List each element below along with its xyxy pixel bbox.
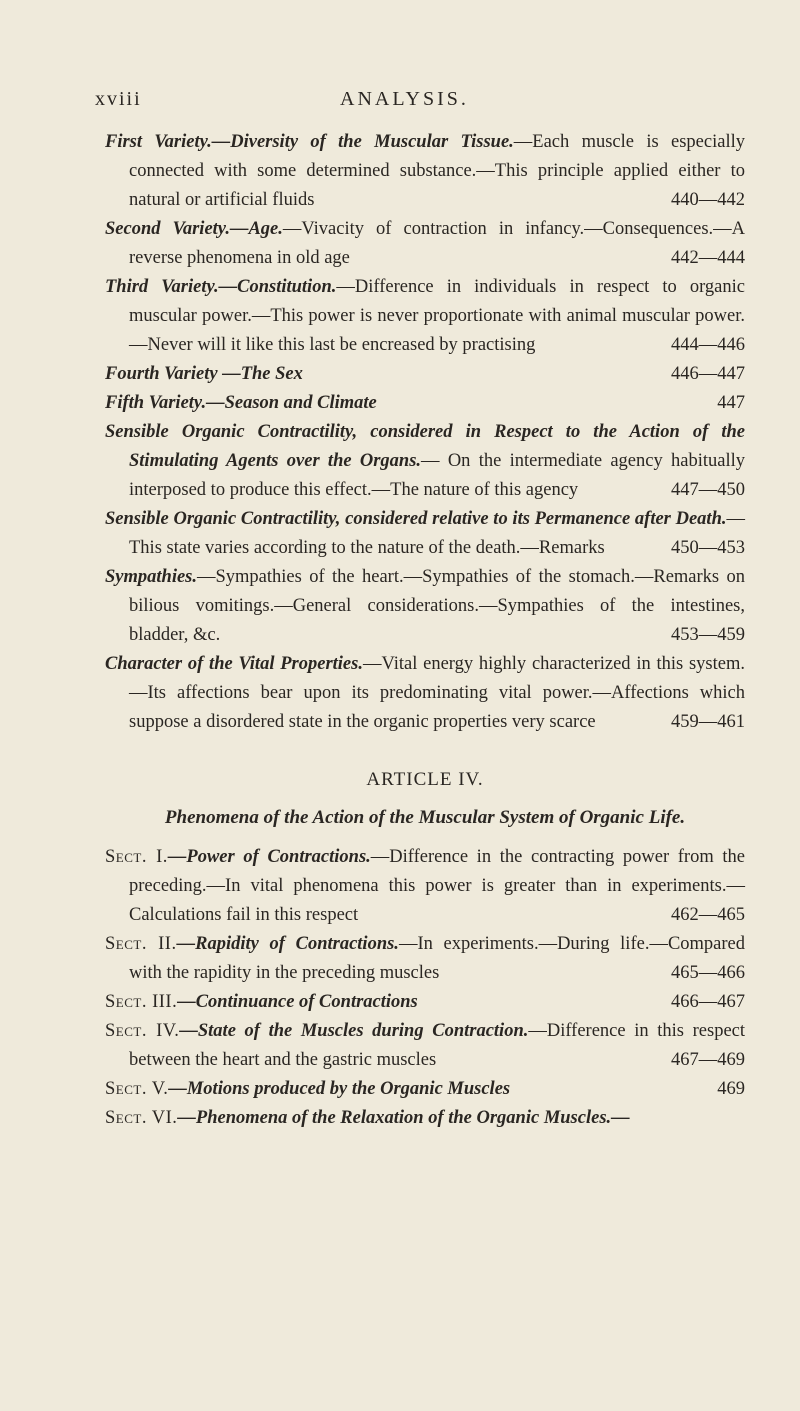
section-number: Sect. V. [105, 1079, 169, 1099]
list-item [105, 360, 745, 389]
entry-text: —Vivacity of contraction in infancy.—Consequences.—A reverse phenomena in old age [129, 219, 745, 268]
list-item [105, 505, 745, 563]
list-item [105, 988, 745, 1017]
entry-list-varieties [105, 128, 745, 737]
entry-heading: Sympathies. [105, 567, 197, 587]
list-item [105, 1104, 745, 1133]
entry-list-sections [105, 843, 745, 1133]
entry-heading: First Variety.—Diversity of the Muscular Tissue. [105, 132, 514, 152]
entry-pages: 442—444 [671, 248, 745, 268]
section-number: Sect. IV. [105, 1021, 180, 1041]
entry-pages: 467—469 [671, 1050, 745, 1070]
entry-text: —Each muscle is especially connected with some determined substance.—This principle applied either to natural or artificial fluids [129, 132, 745, 210]
entry-pages: 444—446 [671, 335, 745, 355]
entry-heading: Fourth Variety —The Sex [105, 364, 303, 384]
entry-heading: Character of the Vital Properties. [105, 654, 363, 674]
running-title: ANALYSIS. [340, 88, 469, 110]
entry-heading: Sensible Organic Contractility, considered in Respect to the Action of the Stimulating Agents over the Organs. [105, 422, 745, 471]
entry-text: —In experiments.—During life.—Compared with the rapidity in the preceding muscles [129, 934, 746, 983]
page-number: xviii [95, 88, 142, 110]
entry-pages: 453—459 [671, 625, 745, 645]
list-item [105, 843, 745, 930]
entry-heading: Second Variety.—Age. [105, 219, 283, 239]
entry-text: —Vital energy highly characterized in this system.—Its affections bear upon its predominating vital power.—Affections which suppose a disordered state in the organic properties very scarce [129, 654, 745, 732]
entry-pages: 447—450 [671, 480, 745, 500]
entry-text: —This state varies according to the nature of the death.—Remarks [129, 509, 745, 558]
list-item [105, 389, 745, 418]
entry-heading: —Continuance of Contractions [177, 992, 418, 1012]
entry-pages: 465—466 [671, 963, 745, 983]
list-item [105, 1017, 745, 1075]
entry-heading: Third Variety.—Constitution. [105, 277, 337, 297]
section-number: Sect. III. [105, 992, 178, 1012]
section-number: Sect. I. [105, 847, 168, 867]
entry-heading: —Rapidity of Contractions. [176, 934, 399, 954]
entry-heading: —Phenomena of the Relaxation of the Organic Muscles.— [177, 1108, 630, 1128]
list-item [105, 563, 745, 650]
entry-pages: 446—447 [671, 364, 745, 384]
entry-heading: —Power of Contractions. [167, 847, 371, 867]
section-number: Sect. II. [105, 934, 177, 954]
article-heading: ARTICLE IV. [366, 769, 484, 790]
list-item [105, 930, 745, 988]
section-number: Sect. VI. [105, 1108, 178, 1128]
entry-heading: —State of the Muscles during Contraction. [179, 1021, 529, 1041]
list-item [105, 273, 745, 360]
entry-text: — On the intermediate agency habitually interposed to produce this effect.—The nature of this agency [129, 451, 745, 500]
entry-text: —Difference in individuals in respect to organic muscular power.—This power is never proportionate with animal muscular power.—Never will it like this last be encreased by practising [129, 277, 745, 355]
entry-pages: 466—467 [671, 992, 745, 1012]
article-subtitle: Phenomena of the Action of the Muscular System of Organic Life. [164, 807, 686, 828]
entry-pages: 447 [717, 393, 745, 413]
entry-pages: 450—453 [671, 538, 745, 558]
entry-pages: 459—461 [671, 712, 745, 732]
entry-text: —Difference in the contracting power from the preceding.—In vital phenomena this power is greater than in experiments.—Calculations fail in this respect [129, 847, 745, 925]
list-item [105, 128, 745, 215]
list-item [105, 1075, 745, 1104]
entry-heading: —Motions produced by the Organic Muscles [168, 1079, 511, 1099]
entry-pages: 462—465 [671, 905, 745, 925]
entry-text: —Sympathies of the heart.—Sympathies of the stomach.—Remarks on bilious vomitings.—General considerations.—Sympathies of the intestines, bladder, &c. [129, 567, 745, 645]
entry-heading: Sensible Organic Contractility, considered relative to its Permanence after Death. [105, 509, 727, 529]
list-item [105, 418, 745, 505]
entry-heading: Fifth Variety.—Season and Climate [105, 393, 377, 413]
running-header [95, 88, 469, 111]
list-item [105, 215, 745, 273]
entry-pages: 440—442 [671, 190, 745, 210]
entry-text: —Difference in this respect between the heart and the gastric muscles [129, 1021, 746, 1070]
list-item [105, 650, 745, 737]
analysis-content [105, 128, 745, 1133]
entry-pages: 469 [717, 1079, 745, 1099]
